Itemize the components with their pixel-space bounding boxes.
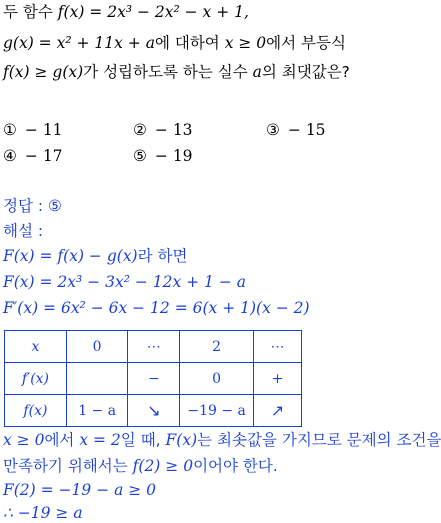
table-cell: f′(x) (5, 363, 67, 395)
problem-text-2b: 에서 부등식 (266, 34, 346, 52)
problem-intro: 두 함수 (3, 3, 53, 21)
step1-text: 라 하면 (137, 247, 188, 265)
table-cell: f(x) (5, 395, 67, 427)
function-g-definition: g(x) = x² + 11x + a (3, 34, 155, 52)
variable-a: a (252, 63, 262, 81)
choice-1[interactable] (3, 120, 63, 140)
choice-4[interactable] (3, 146, 63, 166)
variation-table (4, 330, 302, 427)
choice-3-number: ③ (266, 121, 280, 139)
concl2-text-b: 이어야 한다. (193, 457, 278, 475)
choice-2-number: ② (133, 121, 147, 139)
table-cell: ⋯ (128, 331, 180, 363)
conclusion-line-1 (3, 430, 441, 450)
problem-line-1 (3, 2, 249, 22)
problem-question: 의 최댓값은? (261, 63, 350, 81)
concl1-text-b: 일 때, (120, 431, 161, 449)
inequality: f(x) ≥ g(x) (3, 63, 84, 81)
solution-heading: 해설 : (3, 222, 44, 240)
choice-1-number: ① (3, 121, 17, 139)
table-cell: ⋯ (253, 331, 301, 363)
choice-3-value: − 15 (287, 121, 326, 139)
table-row-function (5, 395, 302, 427)
choice-5[interactable] (133, 146, 193, 166)
answer-line (3, 196, 62, 216)
table-cell: − (128, 363, 180, 395)
problem-text-2a: 에 대하여 (154, 34, 220, 52)
solution-step-3: F′(x) = 6x² − 6x − 12 = 6(x + 1)(x − 2) (3, 299, 310, 317)
decreasing-arrow-icon: ↘ (128, 395, 180, 427)
choice-1-value: − 11 (24, 121, 63, 139)
table-cell: + (253, 363, 301, 395)
domain-condition: x ≥ 0 (224, 34, 267, 52)
concl1-x-value: x = 2 (79, 431, 121, 449)
table-cell: 0 (180, 363, 254, 395)
concl2-expression: f(2) ≥ 0 (132, 457, 194, 475)
choice-2[interactable] (133, 120, 193, 140)
choice-3[interactable] (266, 120, 326, 140)
table-cell: 2 (180, 331, 254, 363)
table-cell: 0 (66, 331, 128, 363)
function-f-definition: f(x) = 2x³ − 2x² − x + 1, (57, 3, 249, 21)
choice-5-number: ⑤ (133, 147, 147, 165)
choice-4-value: − 17 (24, 147, 63, 165)
increasing-arrow-icon: ↗ (253, 395, 301, 427)
choice-2-value: − 13 (154, 121, 193, 139)
solution-step-1 (3, 246, 187, 266)
problem-line-2 (3, 33, 346, 53)
answer-value: ⑤ (48, 197, 62, 215)
table-cell: 1 − a (66, 395, 128, 427)
conclusion-line-2 (3, 456, 278, 476)
table-row-derivative (5, 363, 302, 395)
problem-line-3 (3, 62, 350, 82)
concl2-text-a: 만족하기 위해서는 (3, 457, 128, 475)
conclusion-line-3: F(2) = −19 − a ≥ 0 (3, 481, 157, 499)
table-cell: x (5, 331, 67, 363)
concl1-condition: x ≥ 0 (3, 431, 45, 449)
conclusion-line-4: ∴ −19 ≥ a (3, 504, 83, 522)
choice-4-number: ④ (3, 147, 17, 165)
problem-text-3a: 가 성립하도록 하는 실수 (83, 63, 248, 81)
table-row-x (5, 331, 302, 363)
step1-expression: F(x) = f(x) − g(x) (3, 247, 138, 265)
concl1-text-c: 는 최솟값을 가지므로 문제의 조건을 (197, 431, 441, 449)
table-cell: −19 − a (180, 395, 254, 427)
concl1-function: F(x) (165, 431, 198, 449)
answer-label: 정답 : (3, 197, 44, 215)
table-cell (66, 363, 128, 395)
concl1-text-a: 에서 (44, 431, 75, 449)
choice-5-value: − 19 (154, 147, 193, 165)
solution-step-2: F(x) = 2x³ − 3x² − 12x + 1 − a (3, 273, 246, 291)
